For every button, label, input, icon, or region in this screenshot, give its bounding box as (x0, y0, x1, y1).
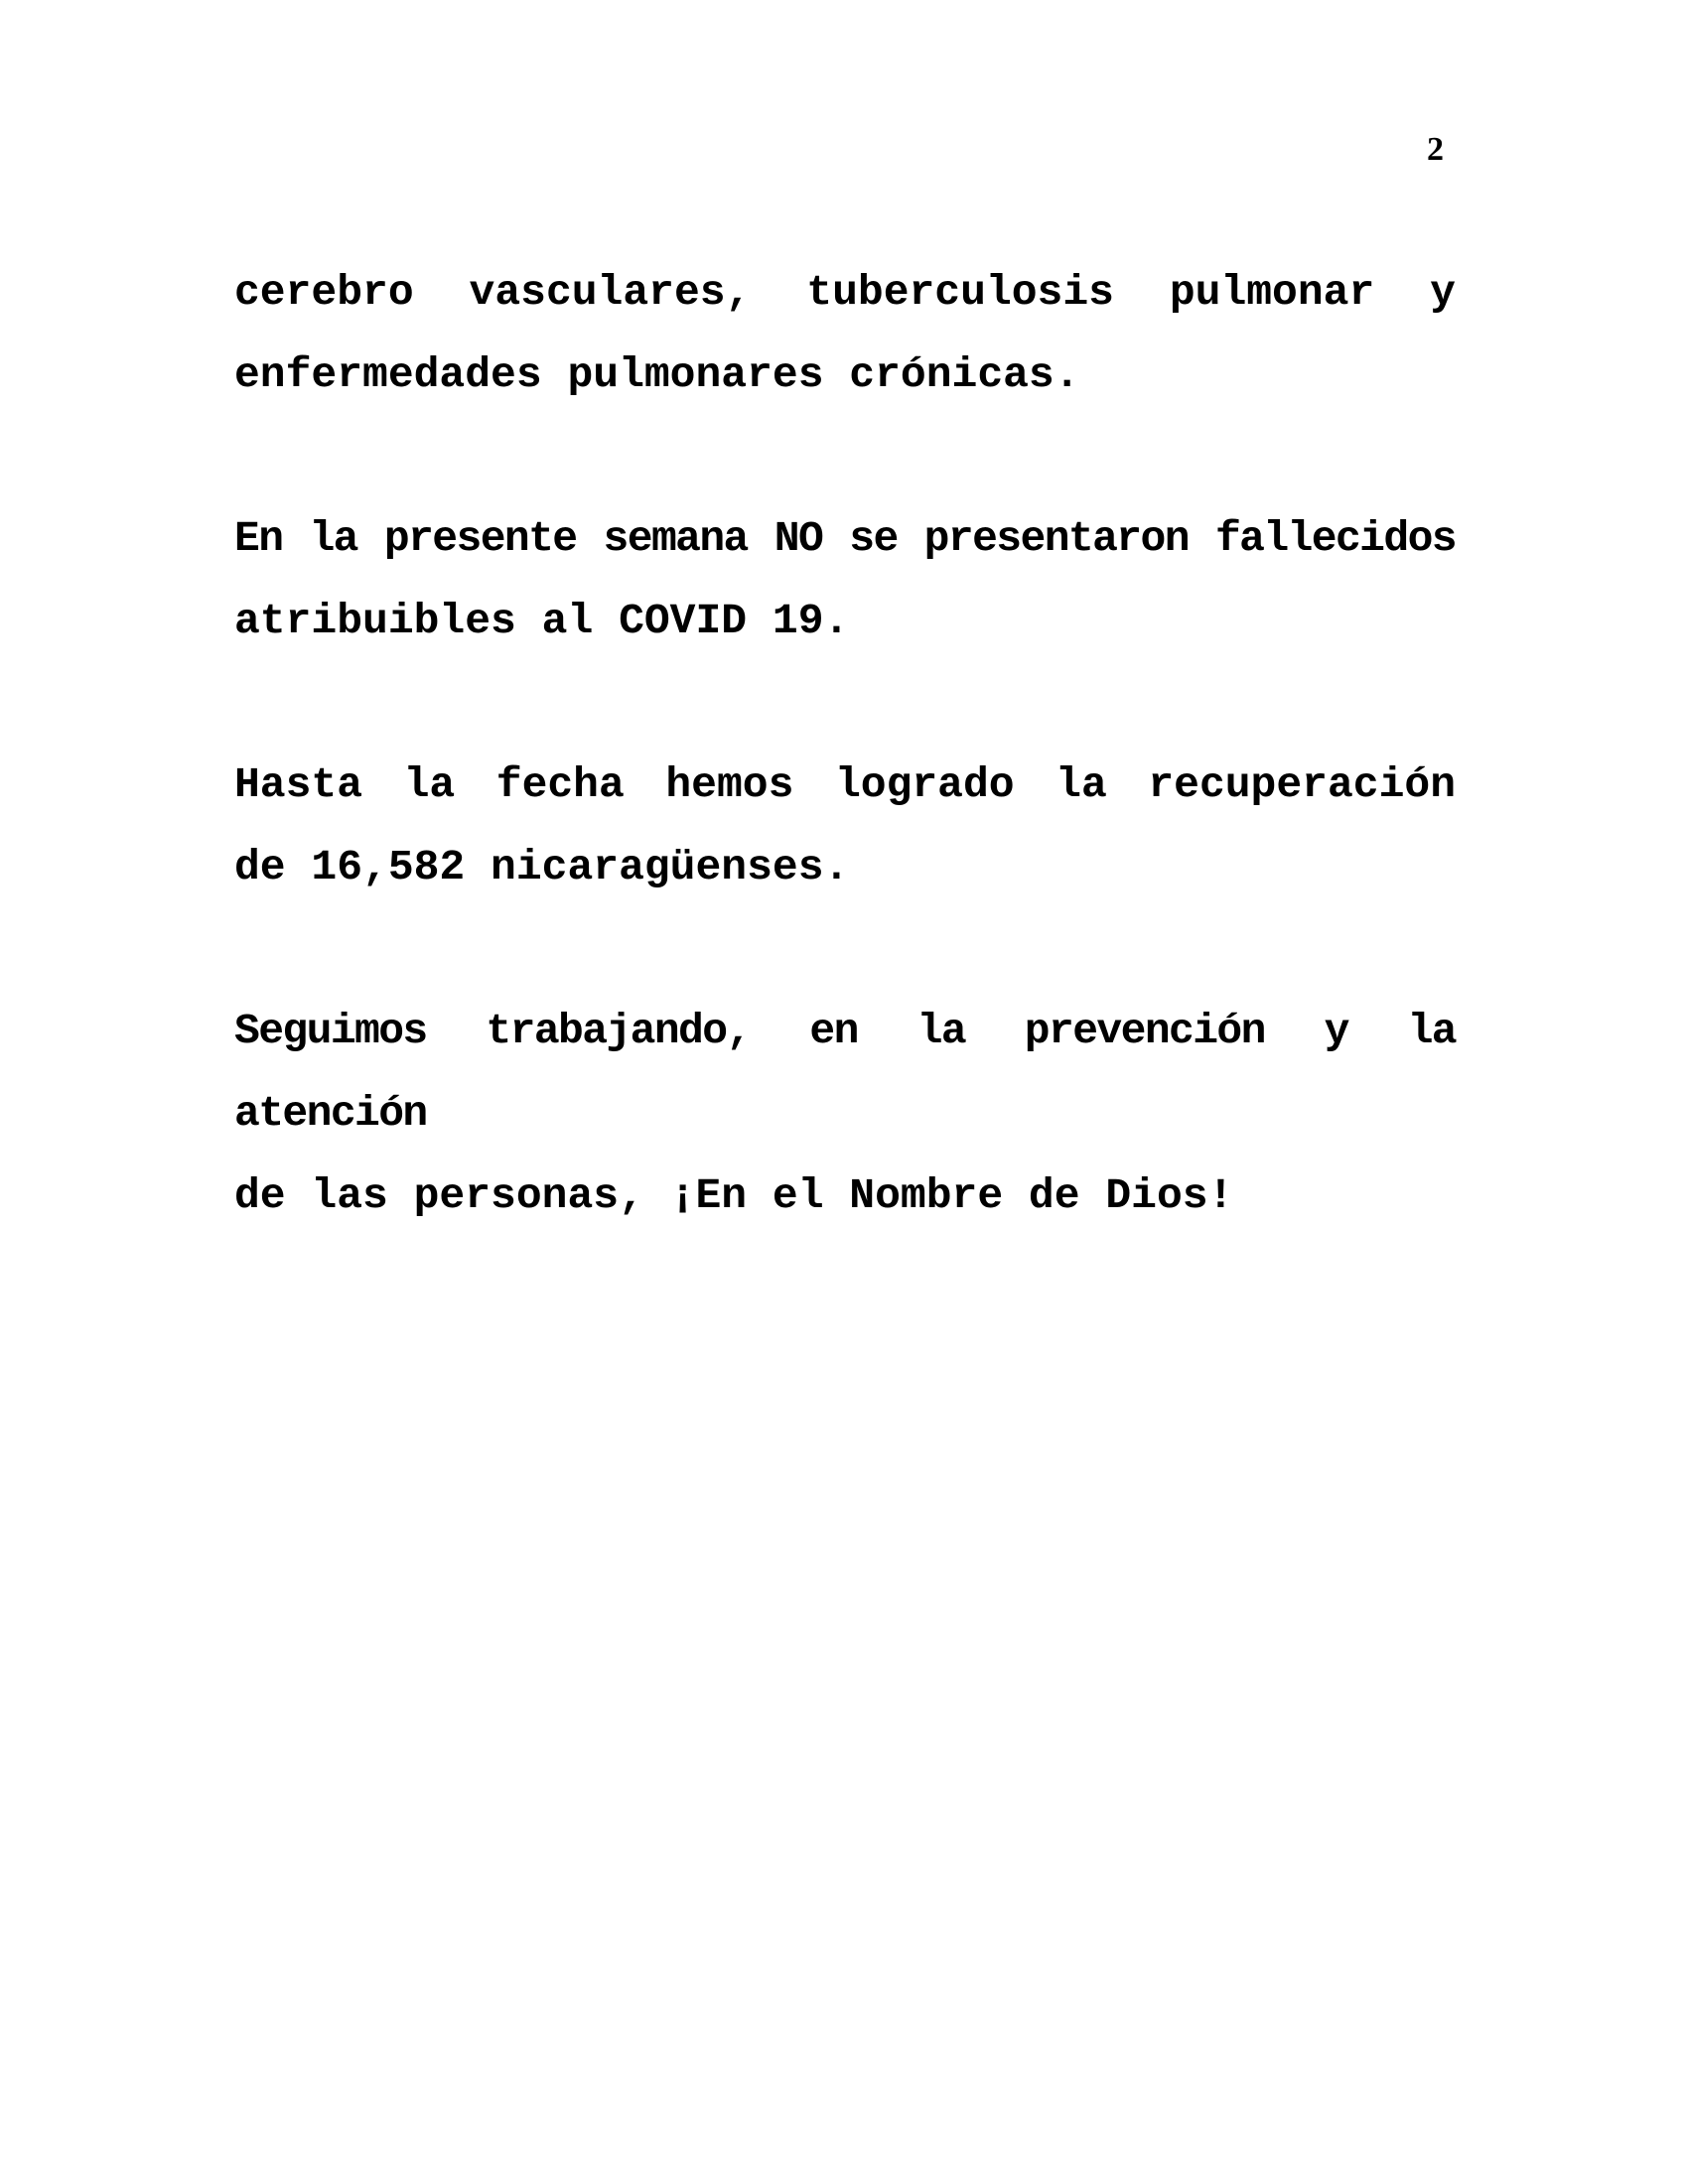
paragraph-line: Hasta la fecha hemos logrado la recuperación (234, 760, 1456, 809)
paragraph-recoveries (234, 744, 1456, 908)
paragraph-line: de 16,582 nicaragüenses. (234, 843, 850, 891)
paragraph-line: En la presente semana NO se presentaron fallecidos (234, 514, 1456, 563)
paragraph-line: atribuibles al COVID 19. (234, 597, 850, 645)
paragraph-line: cerebro vasculares, tuberculosis pulmonar y (234, 268, 1456, 317)
page-number: 2 (1427, 131, 1444, 168)
paragraph-deaths (234, 497, 1456, 662)
paragraph-line: de las personas, ¡En el Nombre de Dios! (234, 1171, 1234, 1220)
paragraph-closing (234, 990, 1456, 1237)
paragraph-comorbidities (234, 251, 1456, 416)
paragraph-line: enfermedades pulmonares crónicas. (234, 350, 1080, 399)
paragraph-line: Seguimos trabajando, en la prevención y la atención (234, 1007, 1456, 1138)
document-body (234, 251, 1456, 1318)
